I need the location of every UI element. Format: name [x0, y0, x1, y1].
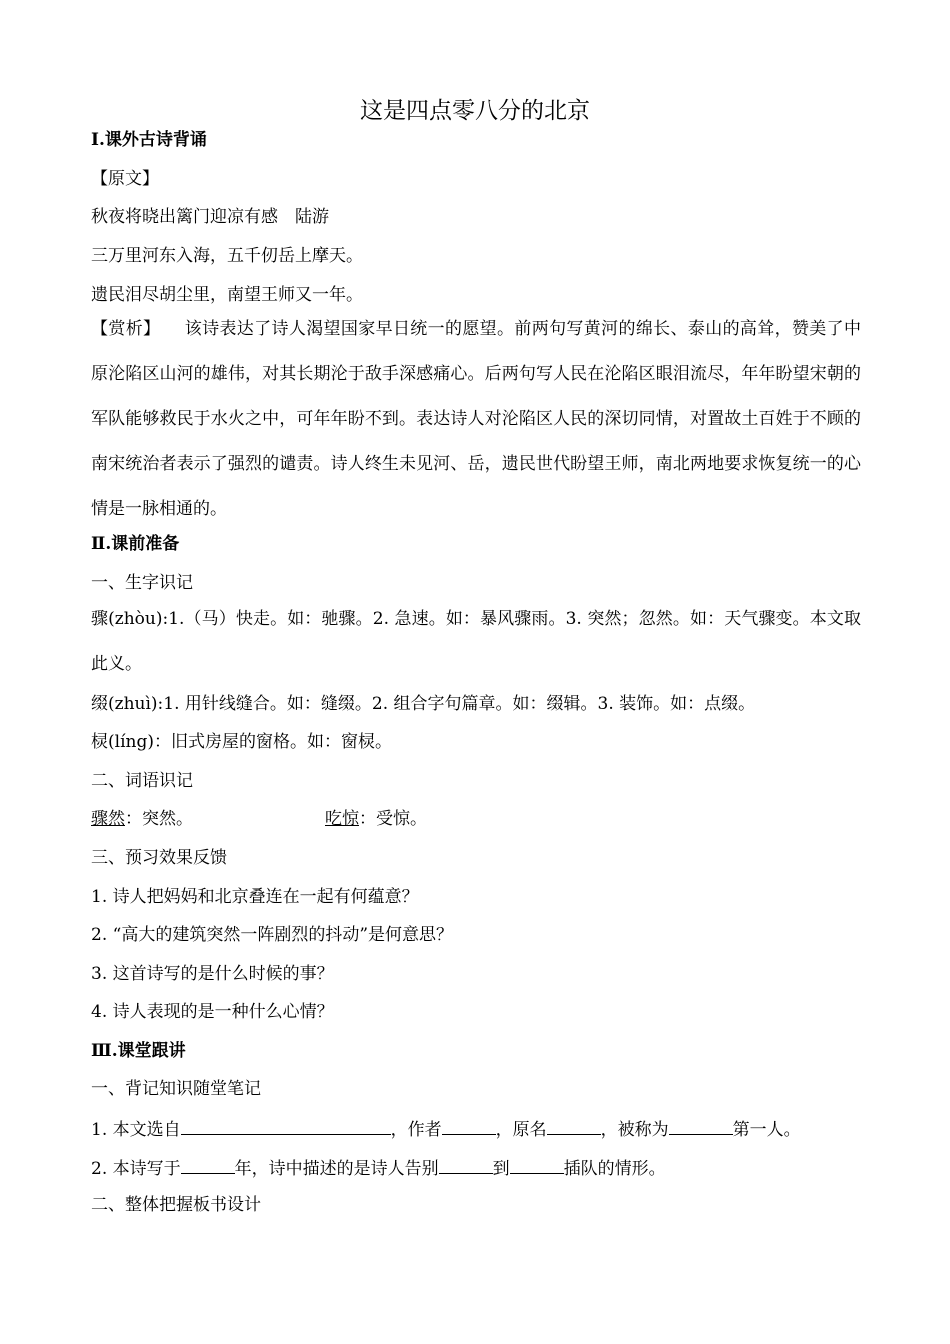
blank-author[interactable] — [442, 1117, 496, 1135]
blank-from-place[interactable] — [439, 1156, 493, 1174]
blank-source[interactable] — [181, 1117, 391, 1135]
word-zhouran: 骤然 — [91, 809, 125, 829]
subheading-words: 二、词语识记 — [91, 771, 193, 791]
fill-1-text-c: ，原名 — [495, 1120, 547, 1140]
blank-year[interactable] — [181, 1156, 235, 1174]
appreciation-label: 【赏析】 — [91, 319, 161, 339]
word-zhouran-def: ：突然。 — [125, 809, 193, 829]
fill-in-2 — [91, 1156, 666, 1180]
question-4: 4. 诗人表现的是一种什么心情？ — [91, 1002, 334, 1022]
poem-line-2: 遗民泪尽胡尘里，南望王师又一年。 — [91, 285, 363, 305]
word-entry-zhouran — [91, 808, 193, 830]
char-entry-ling: 棂(líng)：旧式房屋的窗格。如：窗棂。 — [91, 732, 392, 752]
fill-1-text-d: ，被称为 — [600, 1120, 669, 1140]
original-label: 【原文】 — [91, 169, 159, 189]
fill-2-text-b: 年，诗中描述的是诗人告别 — [234, 1159, 439, 1179]
subheading-notes: 一、背记知识随堂笔记 — [91, 1079, 261, 1099]
fill-1-text-a: 1. 本文选自 — [91, 1120, 181, 1140]
fill-1-text-e: 第一人。 — [732, 1120, 801, 1140]
fill-1-text-b: ，作者 — [390, 1120, 442, 1140]
fill-in-1 — [91, 1117, 801, 1141]
page-title: 这是四点零八分的北京 — [360, 98, 590, 124]
question-1: 1. 诗人把妈妈和北京叠连在一起有何蕴意？ — [91, 887, 419, 907]
fill-2-text-d: 插队的情形。 — [563, 1159, 666, 1179]
section3-heading: Ⅲ.课堂跟讲 — [91, 1041, 186, 1061]
blank-original-name[interactable] — [547, 1117, 601, 1135]
section1-heading: Ⅰ.课外古诗背诵 — [91, 130, 207, 150]
question-3: 3. 这首诗写的是什么时候的事？ — [91, 964, 334, 984]
fill-2-text-c: 到 — [492, 1159, 510, 1179]
subheading-preview: 三、预习效果反馈 — [91, 848, 227, 868]
poem-title: 秋夜将晓出篱门迎凉有感 陆游 — [91, 207, 329, 227]
word-entry-chijing — [325, 808, 427, 830]
word-chijing: 吃惊 — [325, 809, 359, 829]
poem-line-1: 三万里河东入海，五千仞岳上摩天。 — [91, 246, 363, 266]
appreciation-paragraph — [91, 307, 861, 532]
fill-2-text-a: 2. 本诗写于 — [91, 1159, 181, 1179]
appreciation-text: 该诗表达了诗人渴望国家早日统一的愿望。前两句写黄河的绵长、泰山的高耸，赞美了中原沦陷区山河的雄伟，对其长期沦于敌手深感痛心。后两句写人民在沦陷区眼泪流尽，年年盼望宋朝的军队能够救民于水火之中，可年年盼不到。表达诗人对沦陷区人民的深切同情，对置故土百姓于不顾的南宋统治者表示了强烈的谴责。诗人终生未见河、岳，遗民世代盼望王师，南北两地要求恢复统一的心情是一脉相通的。 — [91, 319, 862, 519]
blank-to-place[interactable] — [510, 1156, 564, 1174]
word-chijing-def: ：受惊。 — [359, 809, 427, 829]
subheading-board-design: 二、整体把握板书设计 — [91, 1195, 261, 1215]
blank-title[interactable] — [669, 1117, 733, 1135]
subheading-characters: 一、生字识记 — [91, 573, 193, 593]
question-2: 2. “高大的建筑突然一阵剧烈的抖动”是何意思？ — [91, 925, 454, 945]
char-entry-zhui: 缀(zhuì):1. 用针线缝合。如：缝缀。2. 组合字句篇章。如：缀辑。3. 装饰。如：点缀。 — [91, 694, 756, 714]
section2-heading: Ⅱ.课前准备 — [91, 534, 180, 554]
char-entry-zhou: 骤(zhòu):1.（马）快走。如：驰骤。2. 急速。如：暴风骤雨。3. 突然；忽然。如：天气骤变。本文取此义。 — [91, 609, 861, 674]
